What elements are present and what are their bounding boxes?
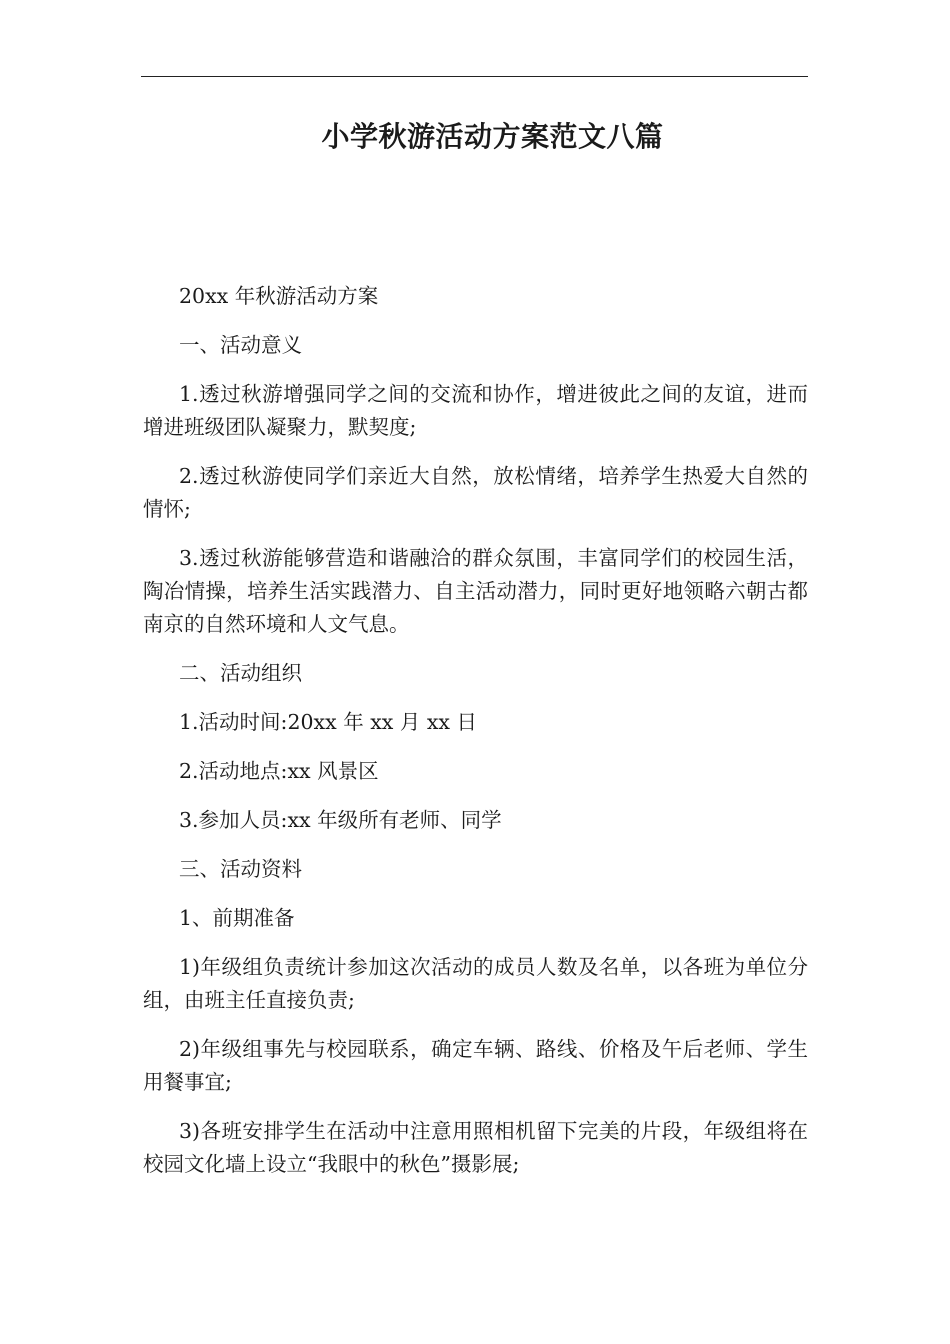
- header-rule: [141, 76, 808, 77]
- document-title: 小学秋游活动方案范文八篇: [321, 120, 664, 153]
- paragraph: 2.透过秋游使同学们亲近大自然，放松情绪，培养学生热爱大自然的情怀;: [143, 464, 808, 521]
- paragraph: 3.参加人员:xx 年级所有老师、同学: [179, 808, 502, 832]
- paragraph: 3.透过秋游能够营造和谐融洽的群众氛围，丰富同学们的校园生活，陶冶情操，培养生活实践潜力、自主活动潜力，同时更好地领略六朝古都南京的自然环境和人文气息。: [143, 546, 808, 636]
- paragraph: 1.透过秋游增强同学之间的交流和协作，增进彼此之间的友谊，进而增进班级团队凝聚力，默契度;: [143, 382, 808, 439]
- paragraph: 1.活动时间:20xx 年 xx 月 xx 日: [179, 710, 478, 734]
- section-heading-organization: 二、活动组织: [179, 661, 302, 685]
- paragraph: 3)各班安排学生在活动中注意用照相机留下完美的片段，年级组将在校园文化墙上设立“我眼中的秋色”摄影展;: [143, 1119, 808, 1176]
- paragraph: 2)年级组事先与校园联系，确定车辆、路线、价格及午后老师、学生用餐事宜;: [143, 1037, 808, 1094]
- section-heading-plan: 20xx 年秋游活动方案: [179, 284, 379, 308]
- paragraph: 1)年级组负责统计参加这次活动的成员人数及名单，以各班为单位分组，由班主任直接负责;: [143, 955, 808, 1012]
- paragraph: 2.活动地点:xx 风景区: [179, 759, 379, 783]
- section-heading-significance: 一、活动意义: [179, 333, 302, 357]
- section-heading-content: 三、活动资料: [179, 857, 302, 881]
- document-body: [143, 280, 808, 1197]
- subsection-heading-preparation: 1、前期准备: [179, 906, 295, 930]
